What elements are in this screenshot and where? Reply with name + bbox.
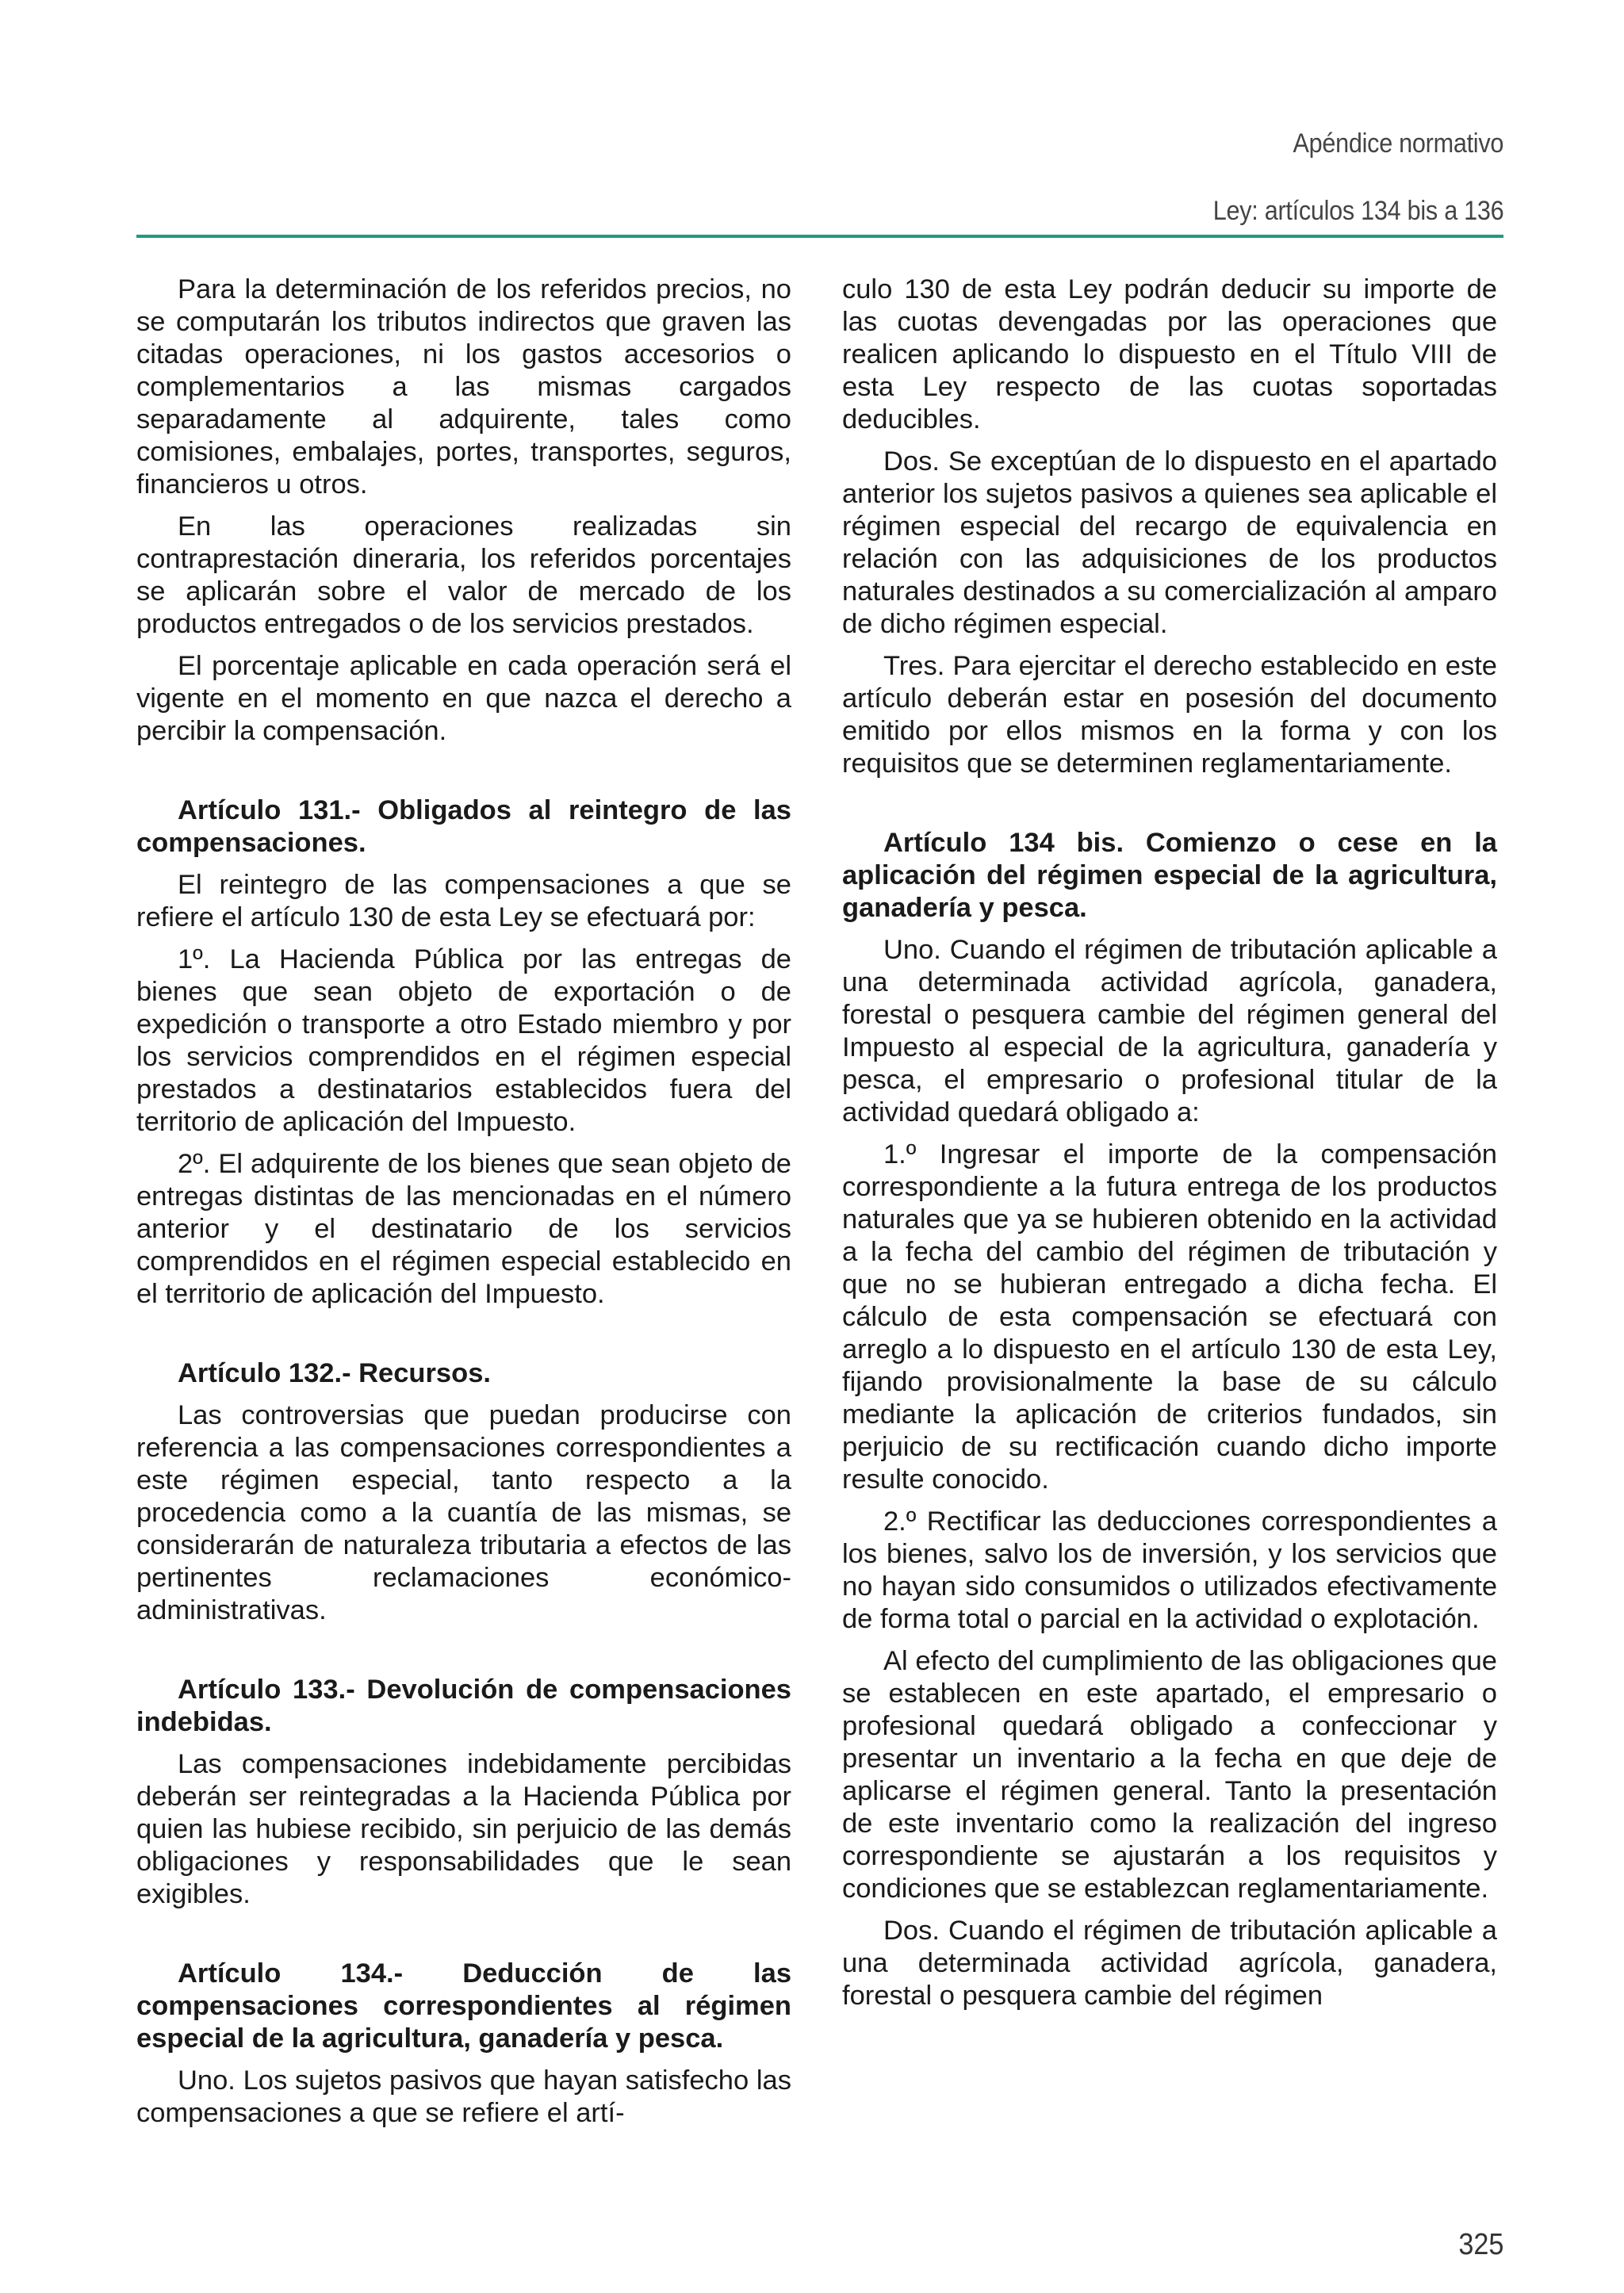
paragraph: 2.º Rectificar las deducciones correspondientes a los bienes, salvo los de inversión, y los servicios que no hayan sido consumidos o utilizados efectivamente de forma total o parcial en la actividad o explotación. xyxy=(842,1506,1497,1634)
article-134-bis-heading: Artículo 134 bis. Comienzo o cese en la aplicación del régimen especial de la agricultura, ganadería y pesca. xyxy=(842,828,1497,923)
paragraph: En las operaciones realizadas sin contraprestación dineraria, los referidos porcentajes se aplicarán sobre el valor de mercado de los productos entregados o de los servicios prestados. xyxy=(136,511,791,639)
right-column xyxy=(842,274,1497,2022)
article-134-heading: Artículo 134.- Deducción de las compensaciones correspondientes al régimen especial de la agricultura, ganadería y pesca. xyxy=(136,1958,791,2054)
paragraph: Uno. Cuando el régimen de tributación aplicable a una determinada actividad agrícola, ganadera, forestal o pesquera cambie del régimen general del Impuesto al especial de la agricultura, ganadería y pesca, el empresario o profesional titular de la actividad quedará obligado a: xyxy=(842,935,1497,1127)
article-131-heading: Artículo 131.- Obligados al reintegro de las compensaciones. xyxy=(136,795,791,858)
paragraph: Dos. Se exceptúan de lo dispuesto en el apartado anterior los sujetos pasivos a quienes sea aplicable el régimen especial del recargo de equivalencia en relación con las adquisiciones de los productos naturales destinados a su comercialización al amparo de dicho régimen especial. xyxy=(842,446,1497,639)
header-divider xyxy=(136,235,1503,238)
paragraph: Al efecto del cumplimiento de las obligaciones que se establecen en este apartado, el empresario o profesional quedará obligado a confeccionar y presentar un inventario a la fecha en que deje de aplicarse el régimen general. Tanto la presentación de este inventario como la realización del ingreso correspondiente se ajustarán a los requisitos y condiciones que se establezcan reglamentariamente. xyxy=(842,1646,1497,1904)
page-number: 325 xyxy=(1457,2228,1503,2261)
paragraph: 1.º Ingresar el importe de la compensación correspondiente a la futura entrega de los productos naturales que ya se hubieren obtenido en la actividad a la fecha del cambio del régimen de tributación y que no se hubieran entregado a dicha fecha. El cálculo de esta compensación se efectuará con arreglo a lo dispuesto en el artículo 130 de esta Ley, fijando provisionalmente la base de su cálculo mediante la aplicación de criterios fundados, sin perjuicio de su rectificación cuando dicho importe resulte conocido. xyxy=(842,1139,1497,1495)
left-column xyxy=(136,274,791,2139)
article-133-heading: Artículo 133.- Devolución de compensaciones indebidas. xyxy=(136,1675,791,1737)
paragraph: Las compensaciones indebidamente percibidas deberán ser reintegradas a la Hacienda Pública por quien las hubiese recibido, sin perjuicio de las demás obligaciones y responsabilidades que le sean exigibles. xyxy=(136,1749,791,1909)
running-header-law-range: Ley: artículos 134 bis a 136 xyxy=(1212,196,1503,226)
paragraph: 1º. La Hacienda Pública por las entregas de bienes que sean objeto de exportación o de expedición o transporte a otro Estado miembro y por los servicios comprendidos en el régimen especial prestados a destinatarios establecidos fuera del territorio de aplicación del Impuesto. xyxy=(136,944,791,1137)
paragraph: El porcentaje aplicable en cada operación será el vigente en el momento en que nazca el derecho a percibir la compensación. xyxy=(136,651,791,746)
paragraph-continuation: culo 130 de esta Ley podrán deducir su importe de las cuotas devengadas por las operaciones que realicen aplicando lo dispuesto en el Título VIII de esta Ley respecto de las cuotas soportadas deducibles. xyxy=(842,274,1497,434)
paragraph: Las controversias que puedan producirse con referencia a las compensaciones correspondientes a este régimen especial, tanto respecto a la procedencia como a la cuantía de las mismas, se considerarán de naturaleza tributaria a efectos de las pertinentes reclamaciones económico-administrativas. xyxy=(136,1400,791,1625)
paragraph: Para la determinación de los referidos precios, no se computarán los tributos indirectos que graven las citadas operaciones, ni los gastos accesorios o complementarios a las mismas cargados separadamente al adquirente, tales como comisiones, embalajes, portes, transportes, seguros, financieros u otros. xyxy=(136,274,791,500)
running-header-section: Apéndice normativo xyxy=(1293,128,1503,159)
paragraph: El reintegro de las compensaciones a que se refiere el artículo 130 de esta Ley se efectuará por: xyxy=(136,870,791,932)
paragraph: Uno. Los sujetos pasivos que hayan satisfecho las compensaciones a que se refiere el artí- xyxy=(136,2065,791,2128)
paragraph: Tres. Para ejercitar el derecho establecido en este artículo deberán estar en posesión del documento emitido por ellos mismos en la forma y con los requisitos que se determinen reglamentariamente. xyxy=(842,651,1497,779)
paragraph: 2º. El adquirente de los bienes que sean objeto de entregas distintas de las mencionadas en el número anterior y el destinatario de los servicios comprendidos en el régimen especial establecido en el territorio de aplicación del Impuesto. xyxy=(136,1149,791,1309)
article-132-heading: Artículo 132.- Recursos. xyxy=(178,1358,491,1388)
paragraph: Dos. Cuando el régimen de tributación aplicable a una determinada actividad agrícola, ganadera, forestal o pesquera cambie del régimen xyxy=(842,1916,1497,2011)
